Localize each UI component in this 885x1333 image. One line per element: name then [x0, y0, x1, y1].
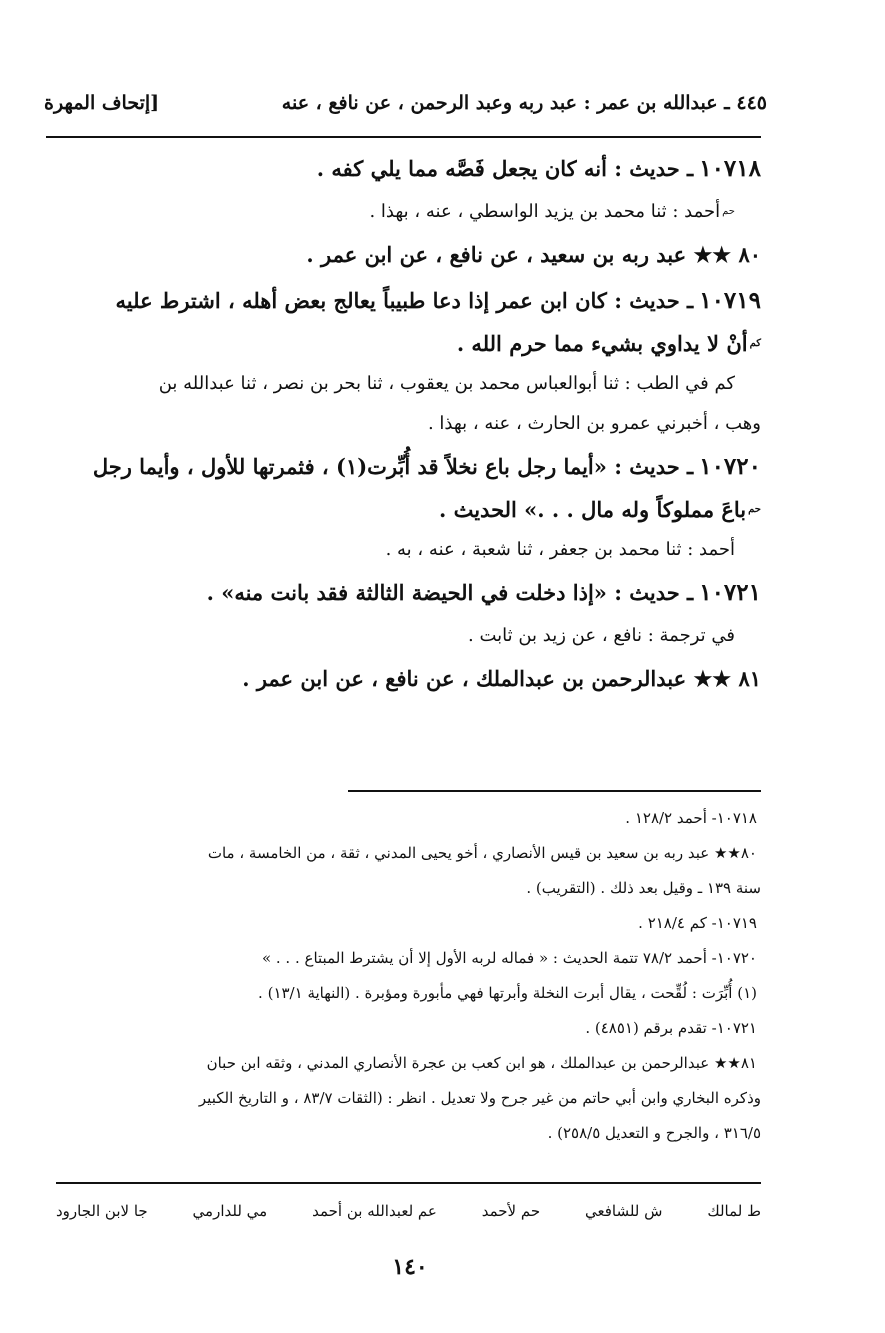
legend-item: جا لابن الجارود [56, 1202, 148, 1220]
hadith-text: باعَ مملوكاً وله مال . . .» الحديث . [438, 497, 747, 523]
hadith-10720 [44, 444, 761, 490]
running-title: ٤٤٥ ـ عبدالله بن عمر : عبد ربه وعبد الرحمن ، عن نافع ، عنه [281, 92, 767, 114]
legend-item: حم لأحمد [481, 1202, 541, 1220]
hadith-text: ـ حديث : كان ابن عمر إذا دعا طبيباً يعالج بعض أهله ، اشترط عليه [115, 288, 694, 314]
footnote-line: وذكره البخاري وابن أبي حاتم من غير جرح ولا تعديل . انظر : (الثقات ٨٣/٧ ، و التاريخ الكبير [198, 1088, 761, 1107]
legend-item: ط لمالك [707, 1202, 761, 1220]
hadith-source [44, 616, 761, 656]
main-text [44, 146, 761, 702]
footnote-line: ١٠٧١٩- كم ٢١٨/٤ . [638, 913, 757, 932]
source-text: وهب ، أخبرني عمرو بن الحارث ، عنه ، بهذا . [427, 413, 761, 435]
source-text: في ترجمة : نافع ، عن زيد بن ثابت . [468, 625, 735, 647]
source-siglum: حم [722, 206, 735, 217]
book-title: [إتحاف المهرة [44, 92, 160, 114]
hadith-source [44, 530, 761, 570]
footnote-separator [348, 790, 761, 792]
hadith-text: ـ حديث : أنه كان يجعل فَصَّه مما يلي كفه . [316, 156, 694, 182]
narrator-heading-81 [44, 656, 761, 702]
hadith-source [44, 364, 761, 404]
source-text: كم في الطب : ثنا أبوالعباس محمد بن يعقوب ، ثنا بحر بن نصر ، ثنا عبدالله بن [158, 373, 735, 395]
sigla-legend [56, 1196, 761, 1226]
footnote-line: ١٠٧٢١- تقدم برقم (٤٨٥١) . [585, 1018, 757, 1037]
narrator-heading-text: ٨٠ ★★ عبد ربه بن سعيد ، عن نافع ، عن ابن عمر . [306, 242, 761, 268]
hadith-10718 [44, 146, 761, 192]
footnote-line: ٨٠★★ عبد ربه بن سعيد بن قيس الأنصاري ، أخو يحيى المدني ، ثقة ، من الخامسة ، مات [207, 843, 757, 862]
hadith-continuation [44, 490, 761, 530]
footnotes [54, 800, 761, 1150]
hadith-source [44, 192, 761, 232]
source-siglum: كم [749, 338, 761, 349]
footnote-line: ١٠٧١٨- أحمد ١٢٨/٢ . [625, 808, 757, 827]
hadith-text: ـ حديث : «إذا دخلت في الحيضة الثالثة فقد بانت منه» . [206, 580, 694, 606]
hadith-continuation [44, 324, 761, 364]
hadith-number: ١٠٧٢٠ [699, 453, 761, 481]
hadith-number: ١٠٧١٨ [699, 155, 761, 183]
source-siglum: حم [748, 504, 761, 515]
page-number: ١٤٠ [392, 1254, 428, 1280]
legend-item: ش للشافعي [584, 1202, 663, 1220]
hadith-number: ١٠٧١٩ [699, 287, 761, 315]
header-rule [46, 136, 761, 138]
legend-item: مي للدارمي [192, 1202, 268, 1220]
footnote-line: ١٠٧٢٠- أحمد ٧٨/٢ تتمة الحديث : « فماله لربه الأول إلا أن يشترط المبتاع . . . » [261, 948, 757, 967]
footnote-line: ٣١٦/٥ ، والجرح و التعديل ٢٥٨/٥) . [547, 1123, 761, 1142]
source-text: أحمد : ثنا محمد بن جعفر ، ثنا شعبة ، عنه ، به . [385, 539, 735, 561]
hadith-10719 [44, 278, 761, 324]
footnote-line: (١) أُبِّرَت : لُقِّحت ، يقال أبرت النخلة وأبرتها فهي مأبورة ومؤبرة . (النهاية ١٣/١) . [258, 983, 757, 1002]
legend-item: عم لعبدالله بن أحمد [312, 1202, 437, 1220]
source-text: أحمد : ثنا محمد بن يزيد الواسطي ، عنه ، بهذا . [369, 201, 721, 223]
hadith-text: ـ حديث : «أيما رجل باع نخلاً قد أُبِّرت(١) ، فثمرتها للأول ، وأيما رجل [92, 454, 694, 480]
hadith-10721 [44, 570, 761, 616]
narrator-heading-text: ٨١ ★★ عبدالرحمن بن عبدالملك ، عن نافع ، عن ابن عمر . [242, 666, 761, 692]
hadith-source-continuation [44, 404, 761, 444]
narrator-heading-80 [44, 232, 761, 278]
legend-rule [56, 1182, 761, 1184]
page-header [44, 86, 767, 120]
footnote-line: سنة ١٣٩ ـ وقيل بعد ذلك . (التقريب) . [526, 878, 761, 897]
hadith-text: أنْ لا يداوي بشيء مما حرم الله . [456, 331, 748, 357]
hadith-number: ١٠٧٢١ [699, 579, 761, 607]
footnote-line: ٨١★★ عبدالرحمن بن عبدالملك ، هو ابن كعب بن عجرة الأنصاري المدني ، وثقه ابن حبان [206, 1053, 757, 1072]
